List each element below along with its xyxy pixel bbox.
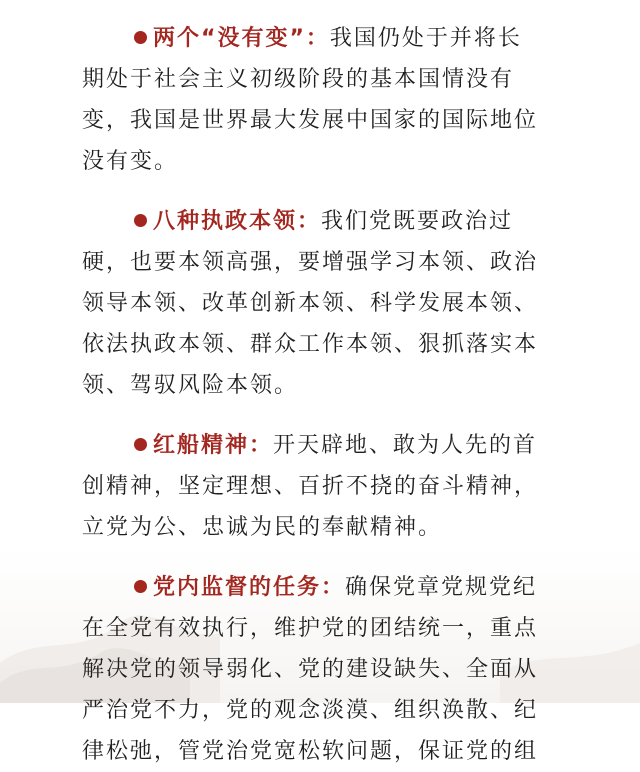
section-inner-party-supervision xyxy=(82,567,552,772)
section-text-line: 变，我国是世界最大发展中国家的国际地位 xyxy=(82,108,539,133)
section-heading: 红船精神： xyxy=(153,433,274,458)
section-text-line: 在全党有效执行，维护党的团结统一，重点 xyxy=(82,616,539,641)
section-first-line xyxy=(82,425,552,466)
section-text-line: 严治党不力，党的观念淡漠、组织涣散、纪 xyxy=(82,698,539,723)
section-text: 确保党章党规党纪 xyxy=(345,575,538,600)
section-red-boat-spirit xyxy=(82,425,552,548)
section-text: 我们党既要政治过 xyxy=(321,209,514,234)
bullet-icon xyxy=(134,31,147,44)
section-heading: 两个“没有变”： xyxy=(153,26,330,51)
section-text-line: 律松弛，管党治党宽松软问题，保证党的组 xyxy=(82,739,539,764)
section-text-line: 解决党的领导弱化、党的建设缺失、全面从 xyxy=(82,657,539,682)
section-text-line: 依法执政本领、群众工作本领、狠抓落实本 xyxy=(82,332,539,357)
bullet-icon xyxy=(134,580,147,593)
section-first-line xyxy=(82,18,552,59)
section-first-line xyxy=(82,201,552,242)
section-two-unchanged xyxy=(82,18,552,182)
section-text: 开天辟地、敢为人先的首 xyxy=(273,433,538,458)
section-heading: 八种执政本领： xyxy=(153,209,322,234)
bullet-icon xyxy=(134,438,147,451)
section-heading: 党内监督的任务： xyxy=(153,575,346,600)
section-first-line xyxy=(82,567,552,608)
section-text-line: 领导本领、改革创新本领、科学发展本领、 xyxy=(82,291,539,316)
bullet-icon xyxy=(134,214,147,227)
section-text-line: 硬，也要本领高强，要增强学习本领、政治 xyxy=(82,250,539,275)
section-text-line: 领、驾驭风险本领。 xyxy=(82,373,299,398)
section-text-line: 期处于社会主义初级阶段的基本国情没有 xyxy=(82,67,515,92)
section-text-line: 没有变。 xyxy=(82,149,179,174)
document-content xyxy=(82,18,552,772)
section-text: 我国仍处于并将长 xyxy=(329,26,522,51)
section-text-line: 创精神，坚定理想、百折不挠的奋斗精神， xyxy=(82,474,539,499)
section-text-line: 立党为公、忠诚为民的奉献精神。 xyxy=(82,515,443,540)
section-eight-abilities xyxy=(82,201,552,406)
